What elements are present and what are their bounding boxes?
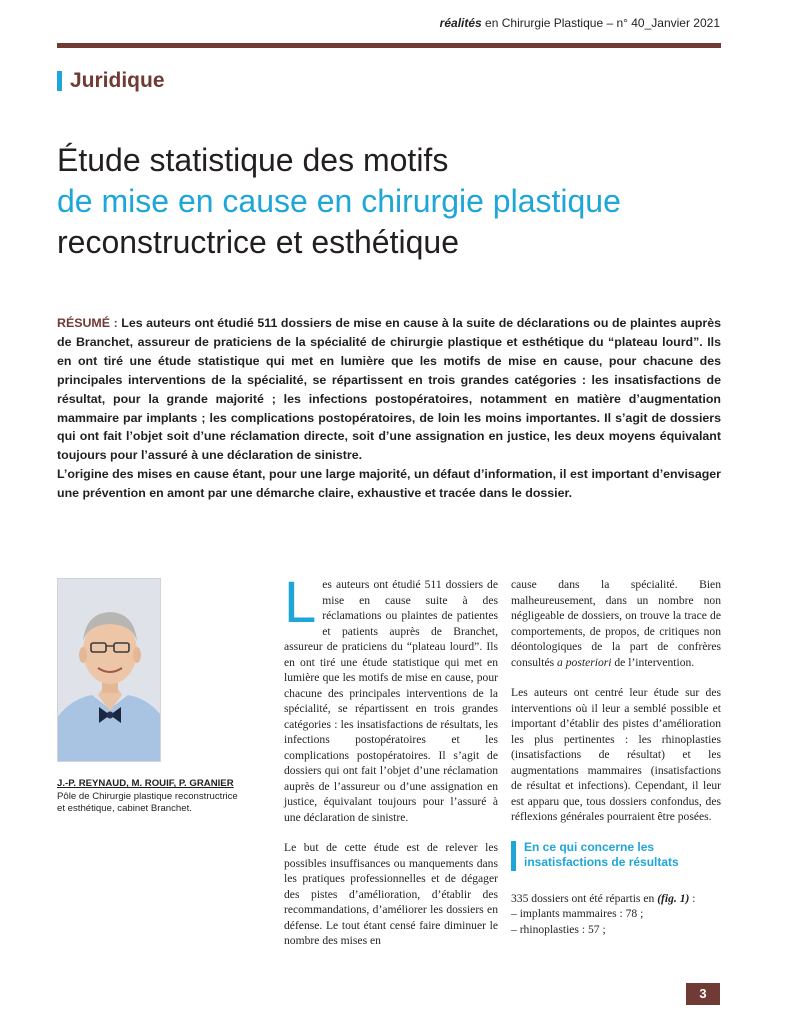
body-column-2 <box>511 577 721 937</box>
drop-cap: L <box>284 570 317 635</box>
page-number: 3 <box>686 983 720 1005</box>
body-text-1: es auteurs ont étudié 511 dossiers de mise en cause suite à des réclamations ou plaintes de patientes et patients auprès de Branchet, assureur de praticiens du “plateau lourd”. Ils en ont tiré une étude statistique qui met en lumière que les motifs de mise en cause, pour chacune des principales interventions de la spécialité, se répartissent en trois grandes catégories : les insatisfactions de résultats, les infections postopératoires et les complications postopératoires. Il s’agit de dossiers qui ont fait l’objet d’une réclamation auprès de l’assureur ou d’une assignation en justice, équivalant toujours pour l’assuré à une déclaration de sinistre. <box>284 578 498 824</box>
author-affiliation-line-1: Pôle de Chirurgie plastique reconstructrice <box>57 791 238 802</box>
list-item: – rhinoplasties : 57 ; <box>511 922 606 936</box>
list-item: – implants mammaires : 78 ; <box>511 907 644 920</box>
section-label: Juridique <box>70 69 165 92</box>
body-text-3-italic: a posteriori <box>557 655 612 669</box>
abstract-paragraph-1 <box>57 314 721 465</box>
body-paragraph-2: Le but de cette étude est de relever les possibles insuffisances ou manquements dans les pratiques professionnelles et de dégager des pistes d’amélioration, d’établir des recommandations, d’améliorer les dossiers en défense. Le tout étant censé faire diminuer le nombre des mises en <box>284 841 498 947</box>
stat-colon: : <box>689 891 696 905</box>
subheading <box>511 840 721 871</box>
section-heading <box>57 69 165 93</box>
author-names: J.-P. REYNAUD, M. ROUIF, P. GRANIER <box>57 778 234 789</box>
abstract-text-1: Les auteurs ont étudié 511 dossiers de mise en cause à la suite de déclarations ou de plaintes auprès de Branchet, assureur de praticiens de la spécialité de chirurgie plastique et esthétique du “plateau lourd”. Ils en ont tiré une étude statistique qui met en lumière que les motifs de mise en cause, pour chacune des principales interventions de la spécialité, se répartissent en trois grandes catégories : les insatisfactions de résultat, pour la grande majorité ; les infections postopératoires, notamment en matière d’augmentation mammaire par implants ; les complications postopératoires, de loin les moins importantes. Il s’agit de dossiers qui ont fait l’objet soit d’une réclamation directe, soit d’une assignation en justice, les deux moyens équivalant toujours pour l’assuré à une déclaration de sinistre. <box>57 316 721 463</box>
section-bar <box>57 71 62 91</box>
stat-intro <box>511 891 721 907</box>
journal-issue: en Chirurgie Plastique – n° 40_Janvier 2021 <box>485 16 720 30</box>
title-line-2: de mise en cause en chirurgie plastique <box>57 183 621 219</box>
body-paragraph-4: Les auteurs ont centré leur étude sur des interventions où il leur a semblé possible et important d’établir des pistes d’amélioration les plus pertinentes : les rhinoplasties (insatisfactions de résultat) et les augmentations mammaires (insatisfactions de résultat et infections). Cependant, il leur est apparu que, tous dossiers confondus, des réflexions générales pourraient être posées. <box>511 686 721 823</box>
abstract-paragraph-2: L’origine des mises en cause étant, pour une large majorité, un défaut d’information, il est important d’envisager une prévention en amont par une démarche claire, exhaustive et tracée dans le dossier. <box>57 467 721 501</box>
header-rule <box>57 43 721 48</box>
article-title <box>57 140 757 263</box>
author-portrait-illustration <box>58 579 161 762</box>
author-photo <box>57 578 161 762</box>
journal-brand: réalités <box>439 16 482 30</box>
title-line-1: Étude statistique des motifs <box>57 142 449 178</box>
abstract <box>57 314 721 503</box>
subheading-line-2: insatisfactions de résultats <box>524 854 679 869</box>
body-paragraph-3 <box>511 577 721 670</box>
running-head <box>440 16 720 30</box>
body-text-3a: cause dans la spécialité. Bien malheureusement, dans un nombre non négligeable de dossiers, on trouve la trace de comportements, de propos, de critiques non déontologiques de la part de confrères consultés <box>511 578 721 669</box>
body-text-3b: de l’intervention. <box>611 655 695 669</box>
author-affiliation-line-2: et esthétique, cabinet Branchet. <box>57 803 192 814</box>
subheading-bar <box>511 841 516 871</box>
stat-intro-text: 335 dossiers ont été répartis en <box>511 891 658 905</box>
subheading-line-1: En ce qui concerne les <box>524 839 655 854</box>
body-column-1 <box>284 570 498 964</box>
figure-reference: (fig. 1) <box>657 891 690 905</box>
body-paragraph-1 <box>284 570 498 825</box>
title-line-3: reconstructrice et esthétique <box>57 224 459 260</box>
abstract-keyword: RÉSUMÉ : <box>57 316 118 330</box>
subheading-text <box>524 840 679 871</box>
author-block <box>57 778 277 815</box>
